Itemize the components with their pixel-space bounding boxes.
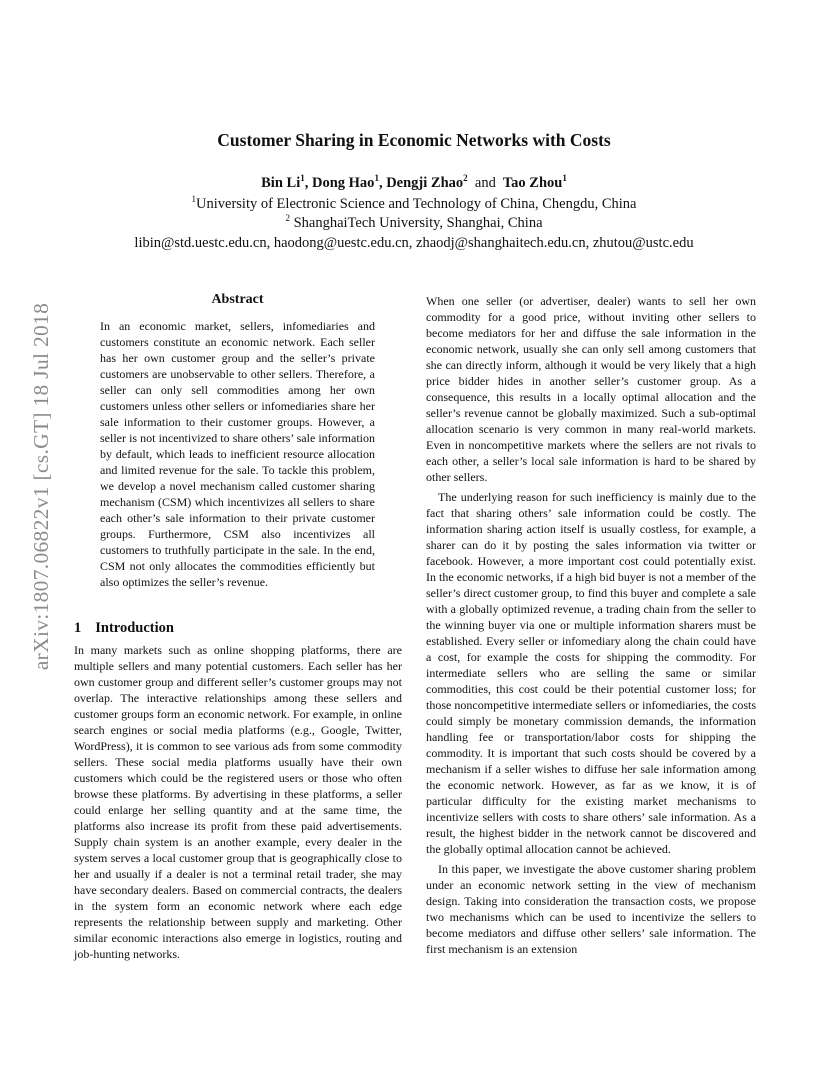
author-list: Bin Li$^1$, Dong Hao$^1$, Dengji Zhao$^2$ and Tao Zhou$^1$ [261, 173, 567, 191]
body-paragraph: When one seller (or advertiser, dealer) wants to sell her own commodity for a good price, without inviting other sellers to become mediators for her and diffuse the sale information in the economic network, usually she can only sell among customers that she can directly inform, although it would be very likely that a high price bidder hides in another seller’s customer group. As a consequence, this results in a locally optimal allocation and the seller’s revenue cannot be globally maximized. Such a sub-optimal allocation scenario is very common in many real-world markets. Even in noncompetitive markets where the sellers are not rivals to each other, a seller’s local sale information is hard to be shared by other sellers. [426, 294, 756, 484]
affiliation-mark: 2 [285, 213, 290, 223]
right-column-body [426, 293, 756, 957]
section-number: 1 [74, 620, 82, 636]
section-title: Introduction [95, 620, 174, 636]
author-emails: libin@std.uestc.edu.cn, haodong@uestc.edu.cn, zhaodj@shanghaitech.edu.cn, zhutou@ustc.edu [134, 235, 694, 251]
paper-title: Customer Sharing in Economic Networks with Costs [217, 130, 611, 150]
author-affiliation-mark: 1 [374, 173, 379, 183]
author-affiliation-mark: 1 [300, 173, 305, 183]
arxiv-identifier-text: arXiv:1807.06822v1 [cs.GT] 18 Jul 2018 [29, 302, 54, 670]
affiliation-text: University of Electronic Science and Technology of China, Chengdu, China [196, 196, 637, 212]
abstract-paragraph: In an economic market, sellers, infomediaries and customers constitute an economic network. Each seller has her own customer group and the seller’s private customers are unobservable to other sellers. Therefore, a seller can only sell commodities among her own customers unless other sellers or infomediaries share her sale information to their customer groups. However, a seller is not incentivized to share others’ sale information by default, which leads to inefficient resource allocation and limited revenue for the sale. To tackle this problem, we develop a novel mechanism called customer sharing mechanism (CSM) which incentivizes all sellers to share each other’s sale information to their private customer groups. Furthermore, CSM also incentivizes all customers to truthfully participate in the sale. In the end, CSM not only allocates the commodities efficiently but also optimizes the seller’s revenue. [100, 319, 375, 589]
affiliation-line [0, 215, 828, 232]
author-affiliation-mark: 2 [463, 173, 468, 183]
left-column-body [74, 642, 402, 962]
body-paragraph: The underlying reason for such inefficiency is mainly due to the fact that sharing others’ sale information could be costly. The information sharing action itself is usually costless, for example, a sharer can do it by posting the sales information via twitter or facebook. However, a more important cost could potentially exist. In the economic networks, if a high bid buyer is not a member of the seller’s direct customer group, to find this buyer and complete a sale with a globally optimized revenue, a trading chain from the seller to the winning buyer via one or multiple information sharers must be established. Every seller or infomediary along the chain could have a cost, for example the costs for shipping the commodity. For intermediate sellers who are selling the same or similar commodities, this cost could be their potential customer loss; for those noncompetitive intermediate sellers or infomediaries, the costs could simply be monetary commission demands, the information handling fee or transportation/labor costs for shipping the commodity. It is important that such costs should be covered by a mechanism if a seller wishes to diffuse her sale information among the economic network. However, as far as we know, it is of particular difficulty for the existing market mechanisms to incentivize sellers with costs to share others’ sale information. As a result, the highest bidder in the network cannot be discovered and the globally optimal allocation cannot be achieved. [426, 490, 756, 856]
author-affiliation-mark: 1 [562, 173, 567, 183]
affiliation-text: ShanghaiTech University, Shanghai, China [289, 215, 543, 231]
arxiv-identifier-stamp [17, 296, 67, 676]
affiliation-line [0, 196, 828, 213]
author-name: Dengji Zhao [386, 175, 464, 191]
author-name: Dong Hao [311, 175, 375, 191]
author-conjunction: and [474, 175, 496, 191]
affiliation-mark: 1 [191, 194, 197, 204]
body-paragraph: In many markets such as online shopping platforms, there are multiple sellers and many potential customers. Each seller has her own customer group and different seller’s customer groups may not overlap. The interactive relationships among these sellers and customer groups form an economic network. For example, in online search engines or social media platforms (e.g., Google, Twitter, WordPress), it is common to see various ads from some commodity sellers. These social media platforms usually have their own customers which could be the registered users or those who often browse these platforms. By advertising in these platforms, a seller could enlarge her selling quantity and at the same time, the platforms also increase its profit from these paid advertisements. Supply chain system is an another example, every dealer in the system serves a local customer group that is geographically close to her and usually if a dealer is not a terminal retail trader, she may have secondary dealers. Based on commercial contracts, the dealers in the system form an economic network where each edge represents the relationship between supply and marketing. Other similar economic interactions also emerge in logistics, routing and job-hunting networks. [74, 643, 402, 961]
body-paragraph: In this paper, we investigate the above customer sharing problem under an economic network setting in the view of mechanism design. Taking into consideration the transaction costs, we propose two mechanisms which can be used to incentivize the sellers to become mediators and diffuse other sellers’ sale information. The first mechanism is an extension [426, 862, 756, 956]
abstract-body [100, 318, 375, 590]
author-name: Bin Li [261, 175, 301, 191]
author-name: Tao Zhou [502, 175, 563, 191]
abstract-heading: Abstract [211, 292, 264, 307]
section-heading-introduction [74, 620, 174, 637]
